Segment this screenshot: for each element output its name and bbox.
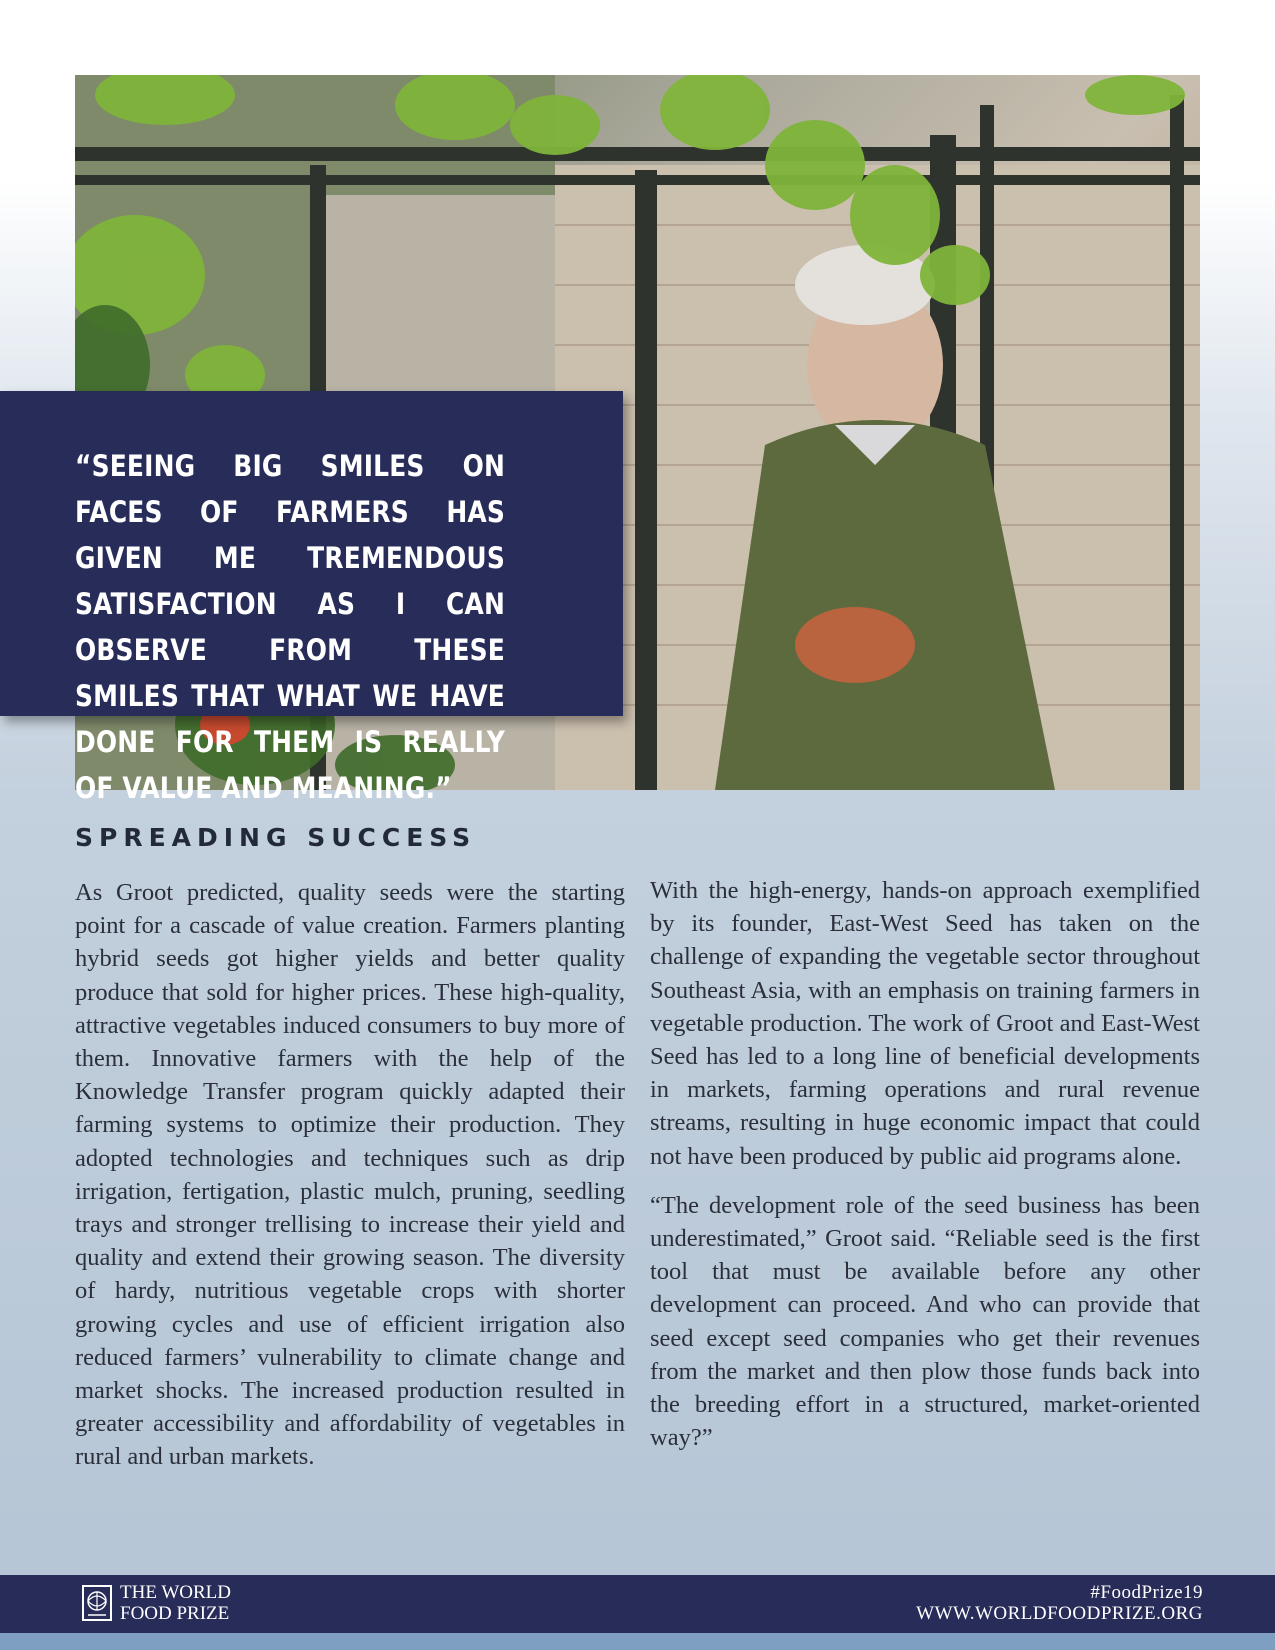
pull-quote: “SEEING BIG SMILES ON FACES OF FARMERS HAS GIVEN ME TREMENDOUS SATISFACTION AS I CAN OBSERVE FROM THESE SMILES THAT WHAT WE HAVE DONE FOR THEM IS REALLY OF VALUE AND MEANING.” <box>75 449 505 805</box>
world-food-prize-logo-icon <box>82 1585 112 1621</box>
left-column <box>75 876 625 1490</box>
section-heading: SPREADING SUCCESS <box>75 823 477 852</box>
left-paragraph-1: As Groot predicted, quality seeds were the starting point for a cascade of value creation. Farmers planting hybrid seeds got higher yields and better quality produce that sold for higher prices. These high-quality, attractive vegetables induced consumers to buy more of them. Innovative farmers with the help of the Knowledge Transfer program quickly adapted their farming systems to optimize their production. They adopted technologies and techniques such as drip irrigation, fertigation, plastic mulch, pruning, seedling trays and stronger trellising to increase their yield and quality and extend their growing season. The diversity of hardy, nutritious vegetable crops with shorter growing cycles and use of efficient irrigation also reduced farmers’ vulnerability to climate change and market shocks. The increased production resulted in greater accessibility and affordability of vegetables in rural and urban markets. <box>75 879 625 1471</box>
website-link[interactable]: WWW.WORLDFOODPRIZE.ORG <box>916 1603 1203 1624</box>
pull-quote-box <box>0 391 623 805</box>
footer-bar <box>0 1575 1275 1633</box>
footer-accent-strip <box>0 1633 1275 1650</box>
right-paragraph-2: “The development role of the seed business has been underestimated,” Groot said. “Reliable seed is the first tool that must be available before any other development can proceed. And who can provide that seed except seed companies who get their revenues from the market and then plow those funds back into the breeding effort in a structured, market-oriented way?” <box>650 1191 1200 1452</box>
hashtag: #FoodPrize19 <box>1090 1582 1203 1603</box>
logo-line-1: THE WORLD <box>120 1582 231 1603</box>
logo-line-2: FOOD PRIZE <box>120 1603 230 1624</box>
right-column <box>650 874 1200 1470</box>
right-paragraph-1: With the high-energy, hands-on approach exemplified by its founder, East-West Seed has taken on the challenge of expanding the vegetable sector throughout Southeast Asia, with an emphasis on training farmers in vegetable production. The work of Groot and East-West Seed has led to a long line of beneficial developments in markets, farming operations and rural revenue streams, resulting in huge economic impact that could not have been produced by public aid programs alone. <box>650 877 1200 1170</box>
organization-name <box>120 1582 231 1624</box>
footer-right <box>916 1582 1203 1624</box>
